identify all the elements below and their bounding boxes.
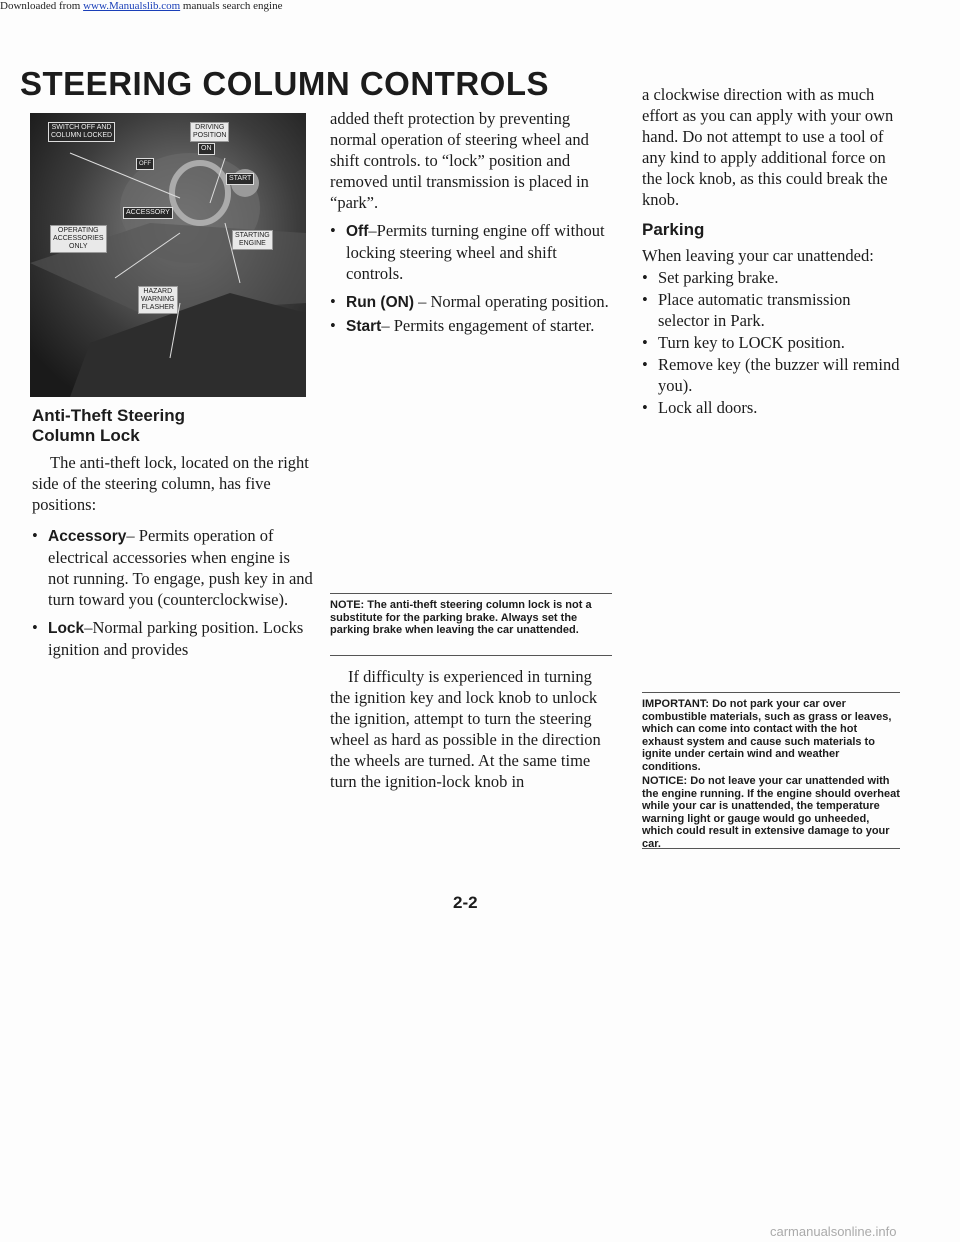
column-2: [330, 108, 618, 337]
label-accessory: ACCESSORY: [123, 207, 173, 219]
label-start: START: [226, 173, 254, 185]
manualslib-link[interactable]: www.Manualslib.com: [83, 0, 181, 12]
footer-watermark: carmanualsonline.info: [770, 1224, 897, 1239]
bullet-accessory: • Accessory– Permits operation of electrical accessories when engine is not running. To engage, push key in and turn toward you (counterclockwise).: [32, 526, 313, 609]
clockwise-text: a clockwise direction with as much effort as you can apply with your own hand. Do not attempt to use a tool of any kind to apply additional force on the lock knob, as this could break the knob.: [642, 85, 894, 209]
label-on: ON: [198, 143, 215, 155]
page-title: STEERING COLUMN CONTROLS: [20, 65, 549, 102]
label-switch-off: SWITCH OFF AND COLUMN LOCKED: [48, 122, 115, 142]
label-driving-position: DRIVING POSITION: [190, 122, 229, 142]
anti-theft-intro: The anti-theft lock, located on the right side of the steering column, has five positions:: [32, 453, 309, 514]
parking-heading: Parking: [642, 220, 705, 239]
parking-item: • Set parking brake.: [642, 268, 779, 287]
banner-prefix: Downloaded from: [0, 0, 84, 12]
theft-protection-text: added theft protection by preventing normal operation of steering wheel and shift controls. to “lock” position and removed until transmission is placed in “park”.: [330, 109, 589, 212]
steering-column-illustration: [30, 113, 306, 397]
important-rule-bottom: [642, 848, 900, 849]
parking-item: • Lock all doors.: [642, 398, 758, 417]
parking-item: • Turn key to LOCK position.: [642, 333, 845, 352]
difficulty-text: If difficulty is experienced in turning the ignition key and lock knob to unlock the ignition, attempt to turn the steering wheel as hard as possible in the direction the wheels are turned. At the same time turn the ignition-lock knob in: [330, 667, 601, 791]
banner-suffix: manuals search engine: [180, 0, 283, 12]
bullet-run: • Run (ON) – Normal operating position.: [330, 292, 609, 311]
parking-intro: When leaving your car unattended:: [642, 246, 874, 265]
important-rule-top: [642, 692, 900, 693]
bullet-lock: • Lock–Normal parking position. Locks ignition and provides: [32, 618, 304, 659]
label-starting-engine: STARTING ENGINE: [232, 230, 273, 250]
label-operating-accessories: OPERATING ACCESSORIES ONLY: [50, 225, 107, 253]
parking-item: • Remove key (the buzzer will remind you).: [642, 355, 900, 395]
bullet-off: • Off–Permits turning engine off without locking steering wheel and shift controls.: [330, 221, 605, 283]
label-off: OFF: [136, 158, 154, 170]
anti-theft-heading: Anti-Theft Steering Column Lock: [32, 406, 185, 445]
bullet-start: • Start– Permits engagement of starter.: [330, 316, 595, 335]
parking-item: • Place automatic transmission selector in Park.: [642, 290, 851, 330]
column-2-lower: [330, 666, 614, 792]
note-rule-bottom: [330, 655, 612, 656]
important-text: IMPORTANT: Do not park your car over combustible materials, such as grass or leaves, which can come into contact with the hot exhaust system and cause such materials to ignite under certain wind and weather conditions.: [642, 698, 892, 773]
column-3: [642, 84, 902, 418]
note-rule-top: [330, 593, 612, 594]
label-hazard-flasher: HAZARD WARNING FLASHER: [138, 286, 178, 314]
column-1: [32, 406, 314, 660]
steering-column-photo: [30, 113, 306, 397]
parking-list: [642, 267, 902, 418]
important-notice-box: [642, 698, 900, 850]
steering-lock-note: NOTE: The anti-theft steering column lock is not a substitute for the parking brake. Always set the parking brake when leaving the car unattended.: [330, 599, 592, 636]
page-number: 2-2: [453, 893, 478, 912]
notice-text: NOTICE: Do not leave your car unattended with the engine running. If the engine should overheat while your car is unattended, the temperature warning light or gauge would go unheeded, which could result in extensive damage to your car.: [642, 775, 900, 850]
download-banner: [0, 0, 282, 12]
